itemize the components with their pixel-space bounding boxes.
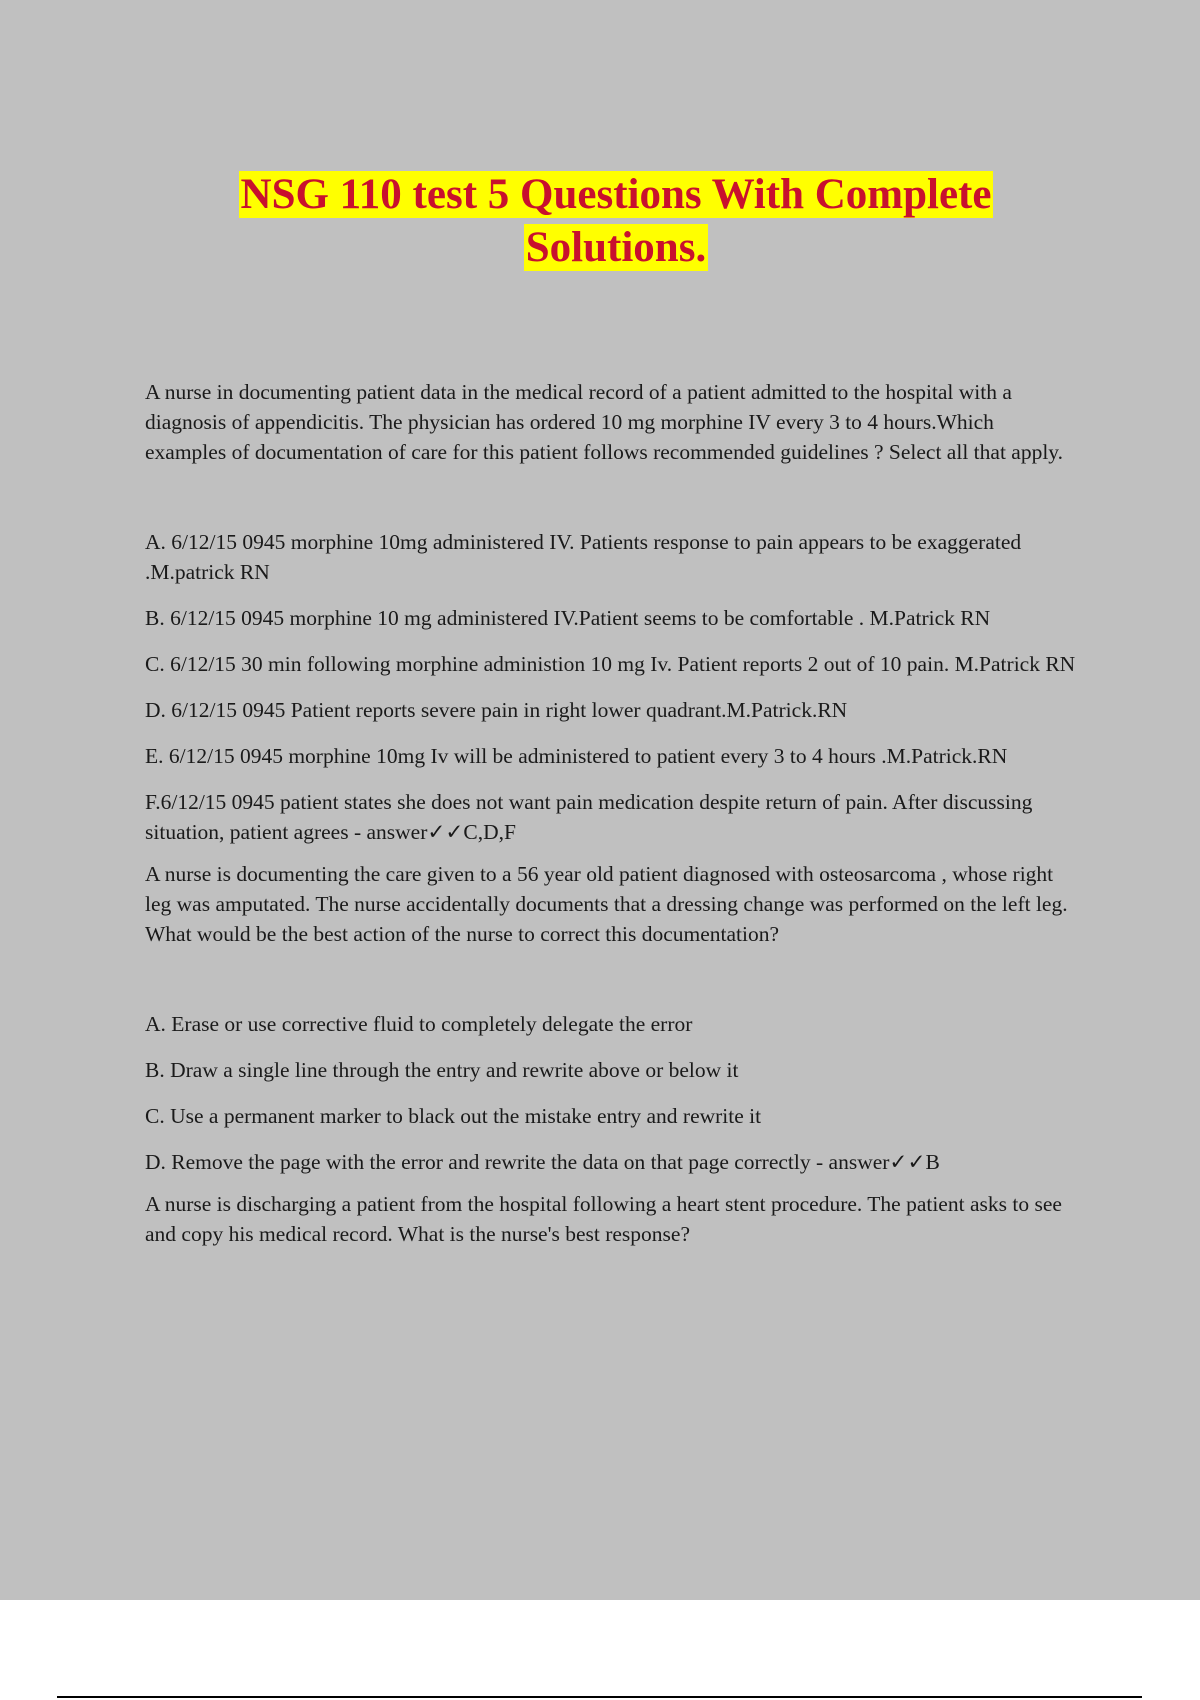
- question-2-option-d-answer: D. Remove the page with the error and rewrite the data on that page correctly - answer✓✓B: [145, 1150, 940, 1174]
- question-2-stem: A nurse is documenting the care given to a 56 year old patient diagnosed with osteosarcoma , whose right leg was amputated. The nurse accidentally documents that a dressing change was performed on the left leg. What would be the best action of the nurse to correct this documentation?: [145, 862, 1068, 946]
- question-1-option-f-answer: F.6/12/15 0945 patient states she does not want pain medication despite return of pain. After discussing situation, patient agrees - answer✓✓C,D,F: [145, 790, 1033, 844]
- question-1-option-d: D. 6/12/15 0945 Patient reports severe pain in right lower quadrant.M.Patrick.RN: [145, 698, 848, 722]
- question-3-stem: A nurse is discharging a patient from the hospital following a heart stent procedure. The patient asks to see and copy his medical record. What is the nurse's best response?: [145, 1192, 1062, 1246]
- title-line-1: NSG 110 test 5 Questions With Complete: [240, 171, 992, 218]
- question-2-option-c: C. Use a permanent marker to black out the mistake entry and rewrite it: [145, 1104, 762, 1128]
- document-body: [145, 377, 1080, 1249]
- document-title: [0, 168, 1200, 274]
- question-1-option-a: A. 6/12/15 0945 morphine 10mg administered IV. Patients response to pain appears to be exaggerated .M.patrick RN: [145, 530, 1022, 584]
- footer-divider: [57, 1696, 1142, 1698]
- question-1-option-e: E. 6/12/15 0945 morphine 10mg Iv will be administered to patient every 3 to 4 hours .M.Patrick.RN: [145, 744, 1008, 768]
- question-1-option-c: C. 6/12/15 30 min following morphine administion 10 mg Iv. Patient reports 2 out of 10 pain. M.Patrick RN: [145, 652, 1076, 676]
- question-2-option-b: B. Draw a single line through the entry and rewrite above or below it: [145, 1058, 739, 1082]
- question-1-stem: A nurse in documenting patient data in the medical record of a patient admitted to the hospital with a diagnosis of appendicitis. The physician has ordered 10 mg morphine IV every 3 to 4 hours.Which examples of documentation of care for this patient follows recommended guidelines ? Select all that apply.: [145, 380, 1064, 464]
- title-line-2: Solutions.: [525, 224, 707, 271]
- question-1-option-b: B. 6/12/15 0945 morphine 10 mg administered IV.Patient seems to be comfortable . M.Patrick RN: [145, 606, 991, 630]
- question-2-option-a: A. Erase or use corrective fluid to completely delegate the error: [145, 1012, 693, 1036]
